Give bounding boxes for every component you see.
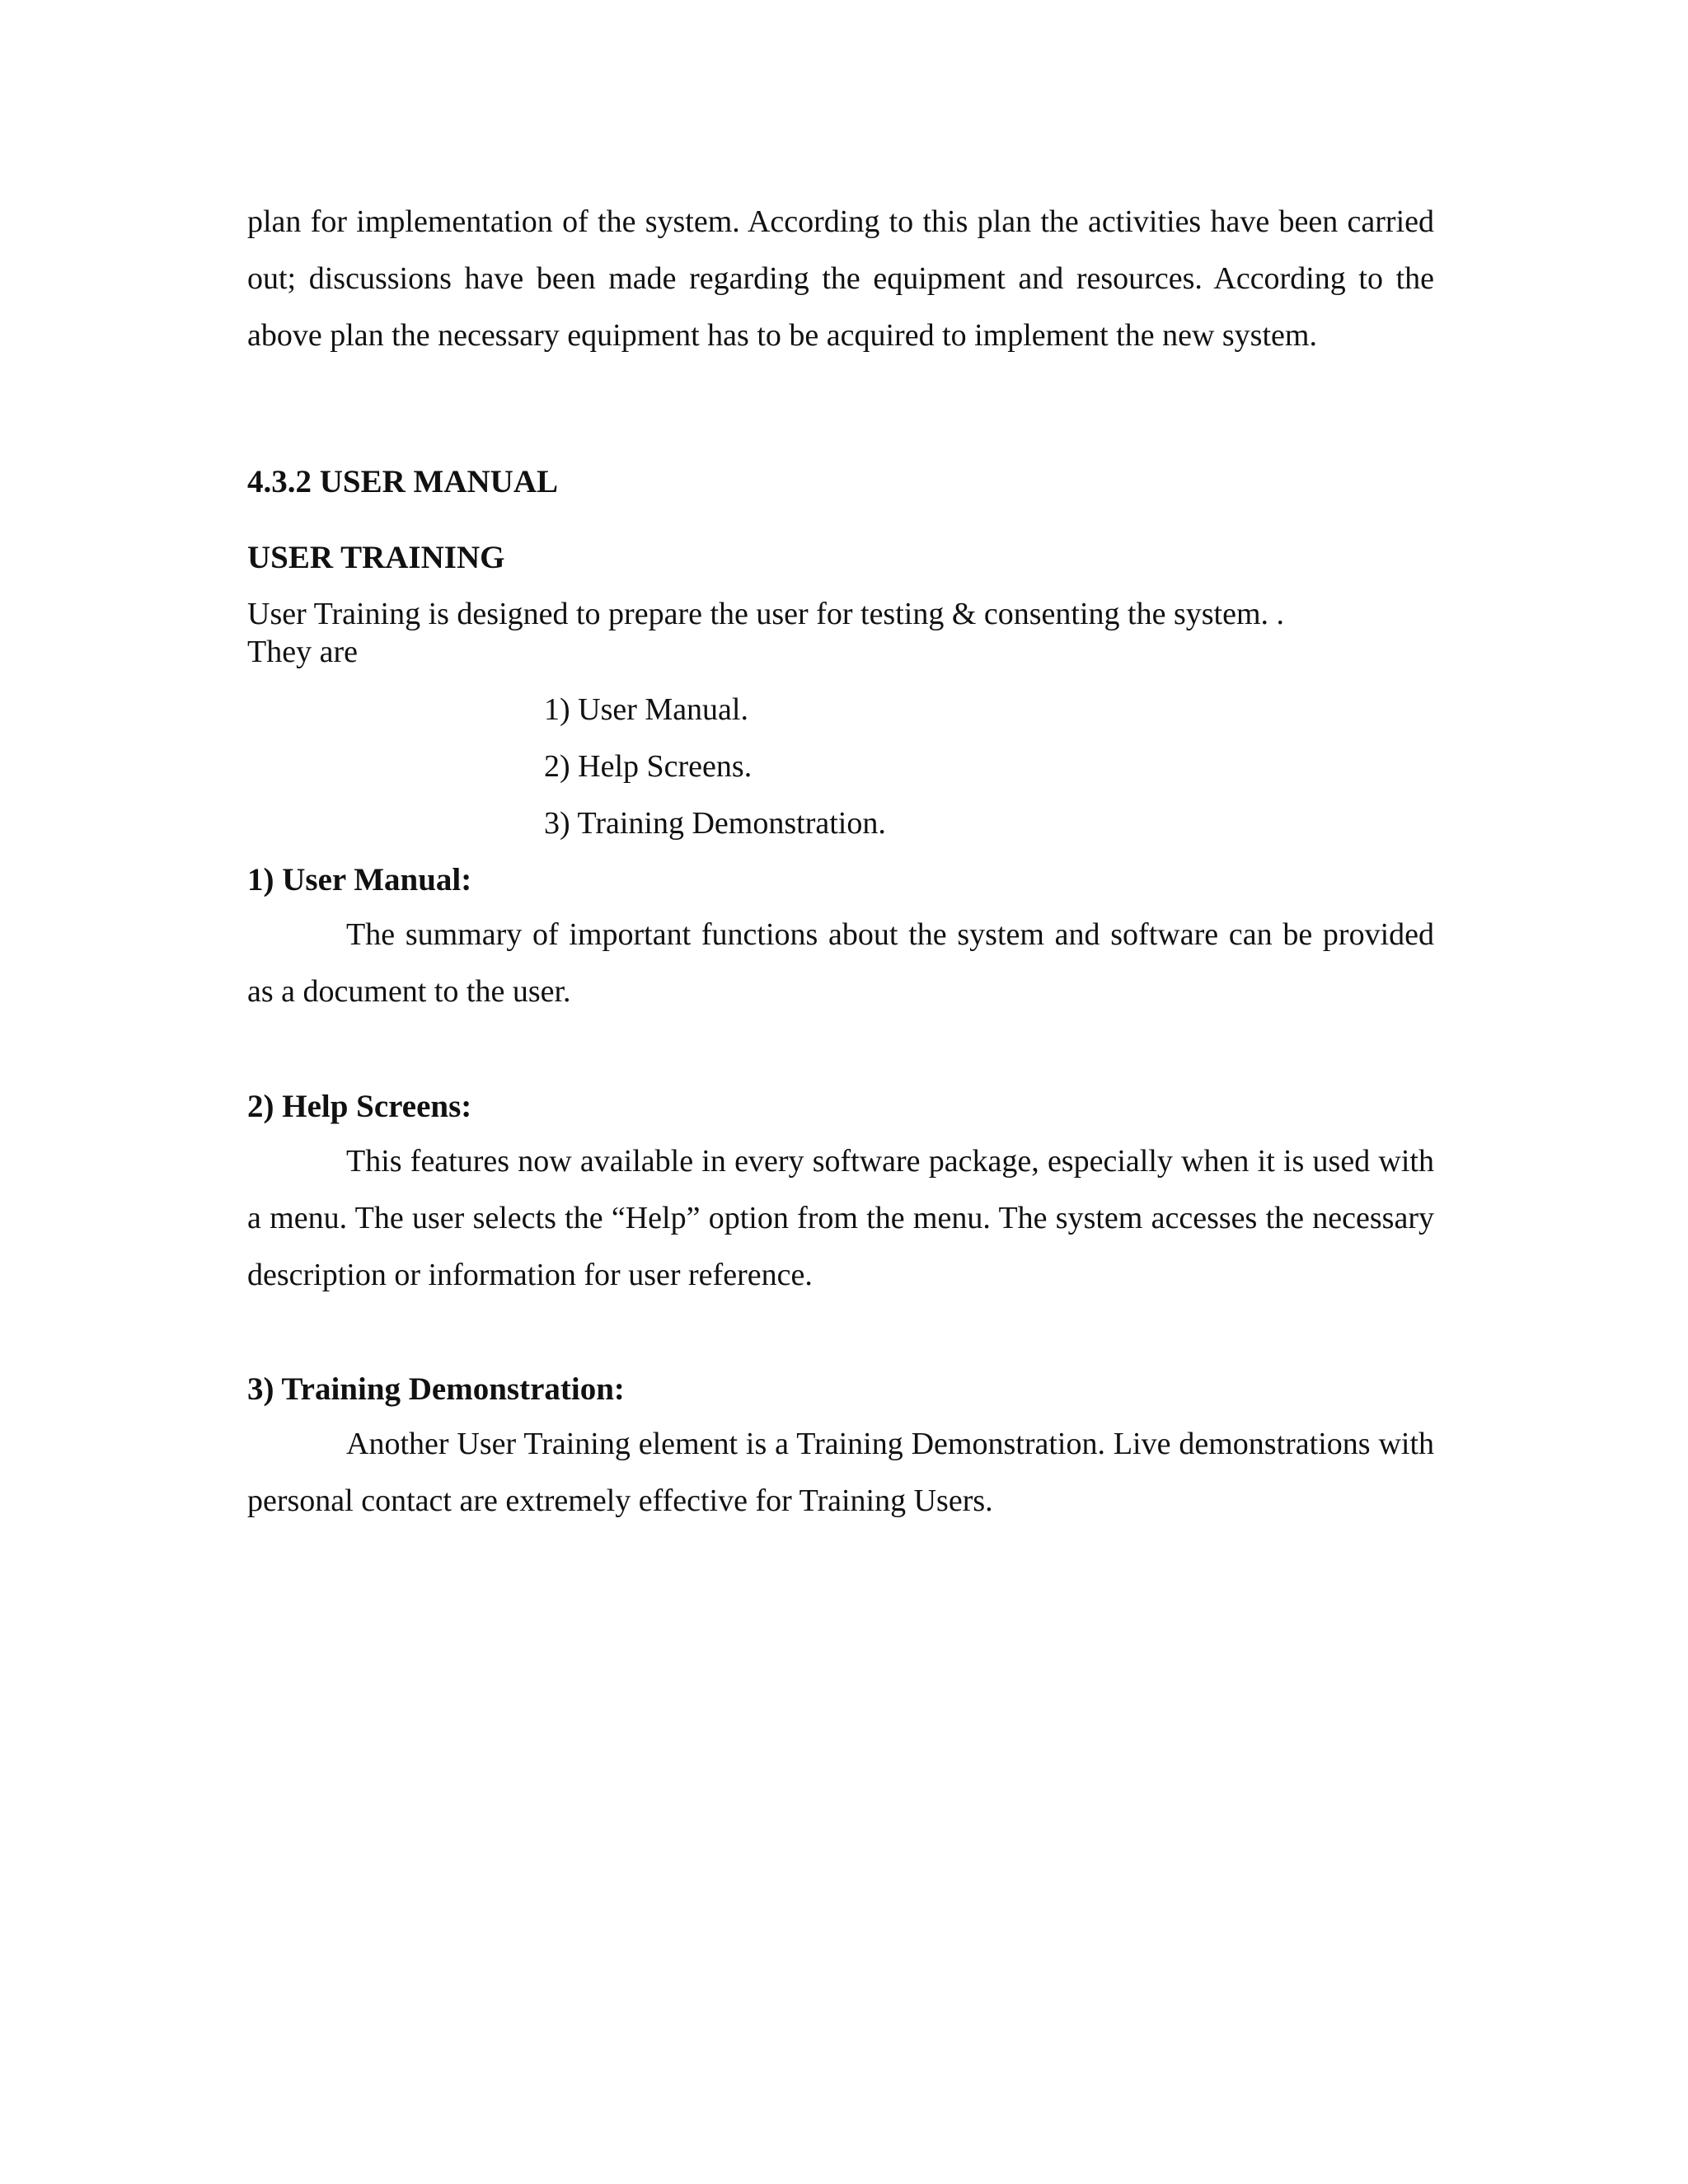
section-heading: 4.3.2 USER MANUAL: [247, 464, 559, 499]
help-screens-body: This features now available in every software package, especially when it is used with a menu. The user selects the “Help” option from the menu. The system accesses the necessary description or information for user reference.: [247, 1144, 1434, 1292]
training-demonstration-heading: 3) Training Demonstration:: [247, 1371, 625, 1407]
help-screens-heading: 2) Help Screens:: [247, 1089, 472, 1124]
list-item-training-demonstration: 3) Training Demonstration.: [544, 806, 886, 841]
list-item-user-manual: 1) User Manual.: [544, 692, 748, 727]
training-demonstration-body: Another User Training element is a Training Demonstration. Live demonstrations with personal contact are extremely effective for Training Users.: [247, 1427, 1434, 1518]
subsection-heading: USER TRAINING: [247, 540, 505, 575]
user-manual-heading: 1) User Manual:: [247, 862, 472, 898]
user-manual-body: The summary of important functions about the system and software can be provided as a document to the user.: [247, 917, 1434, 1009]
intro-paragraph: plan for implementation of the system. According to this plan the activities have been carried out; discussions have been made regarding the equipment and resources. According to the above plan the necessary equipment has to be acquired to implement the new system.: [247, 204, 1434, 353]
training-intro-line-2: They are: [247, 635, 358, 669]
list-item-help-screens: 2) Help Screens.: [544, 749, 753, 784]
training-intro-line-1: User Training is designed to prepare the user for testing & consenting the system. .: [247, 597, 1285, 631]
